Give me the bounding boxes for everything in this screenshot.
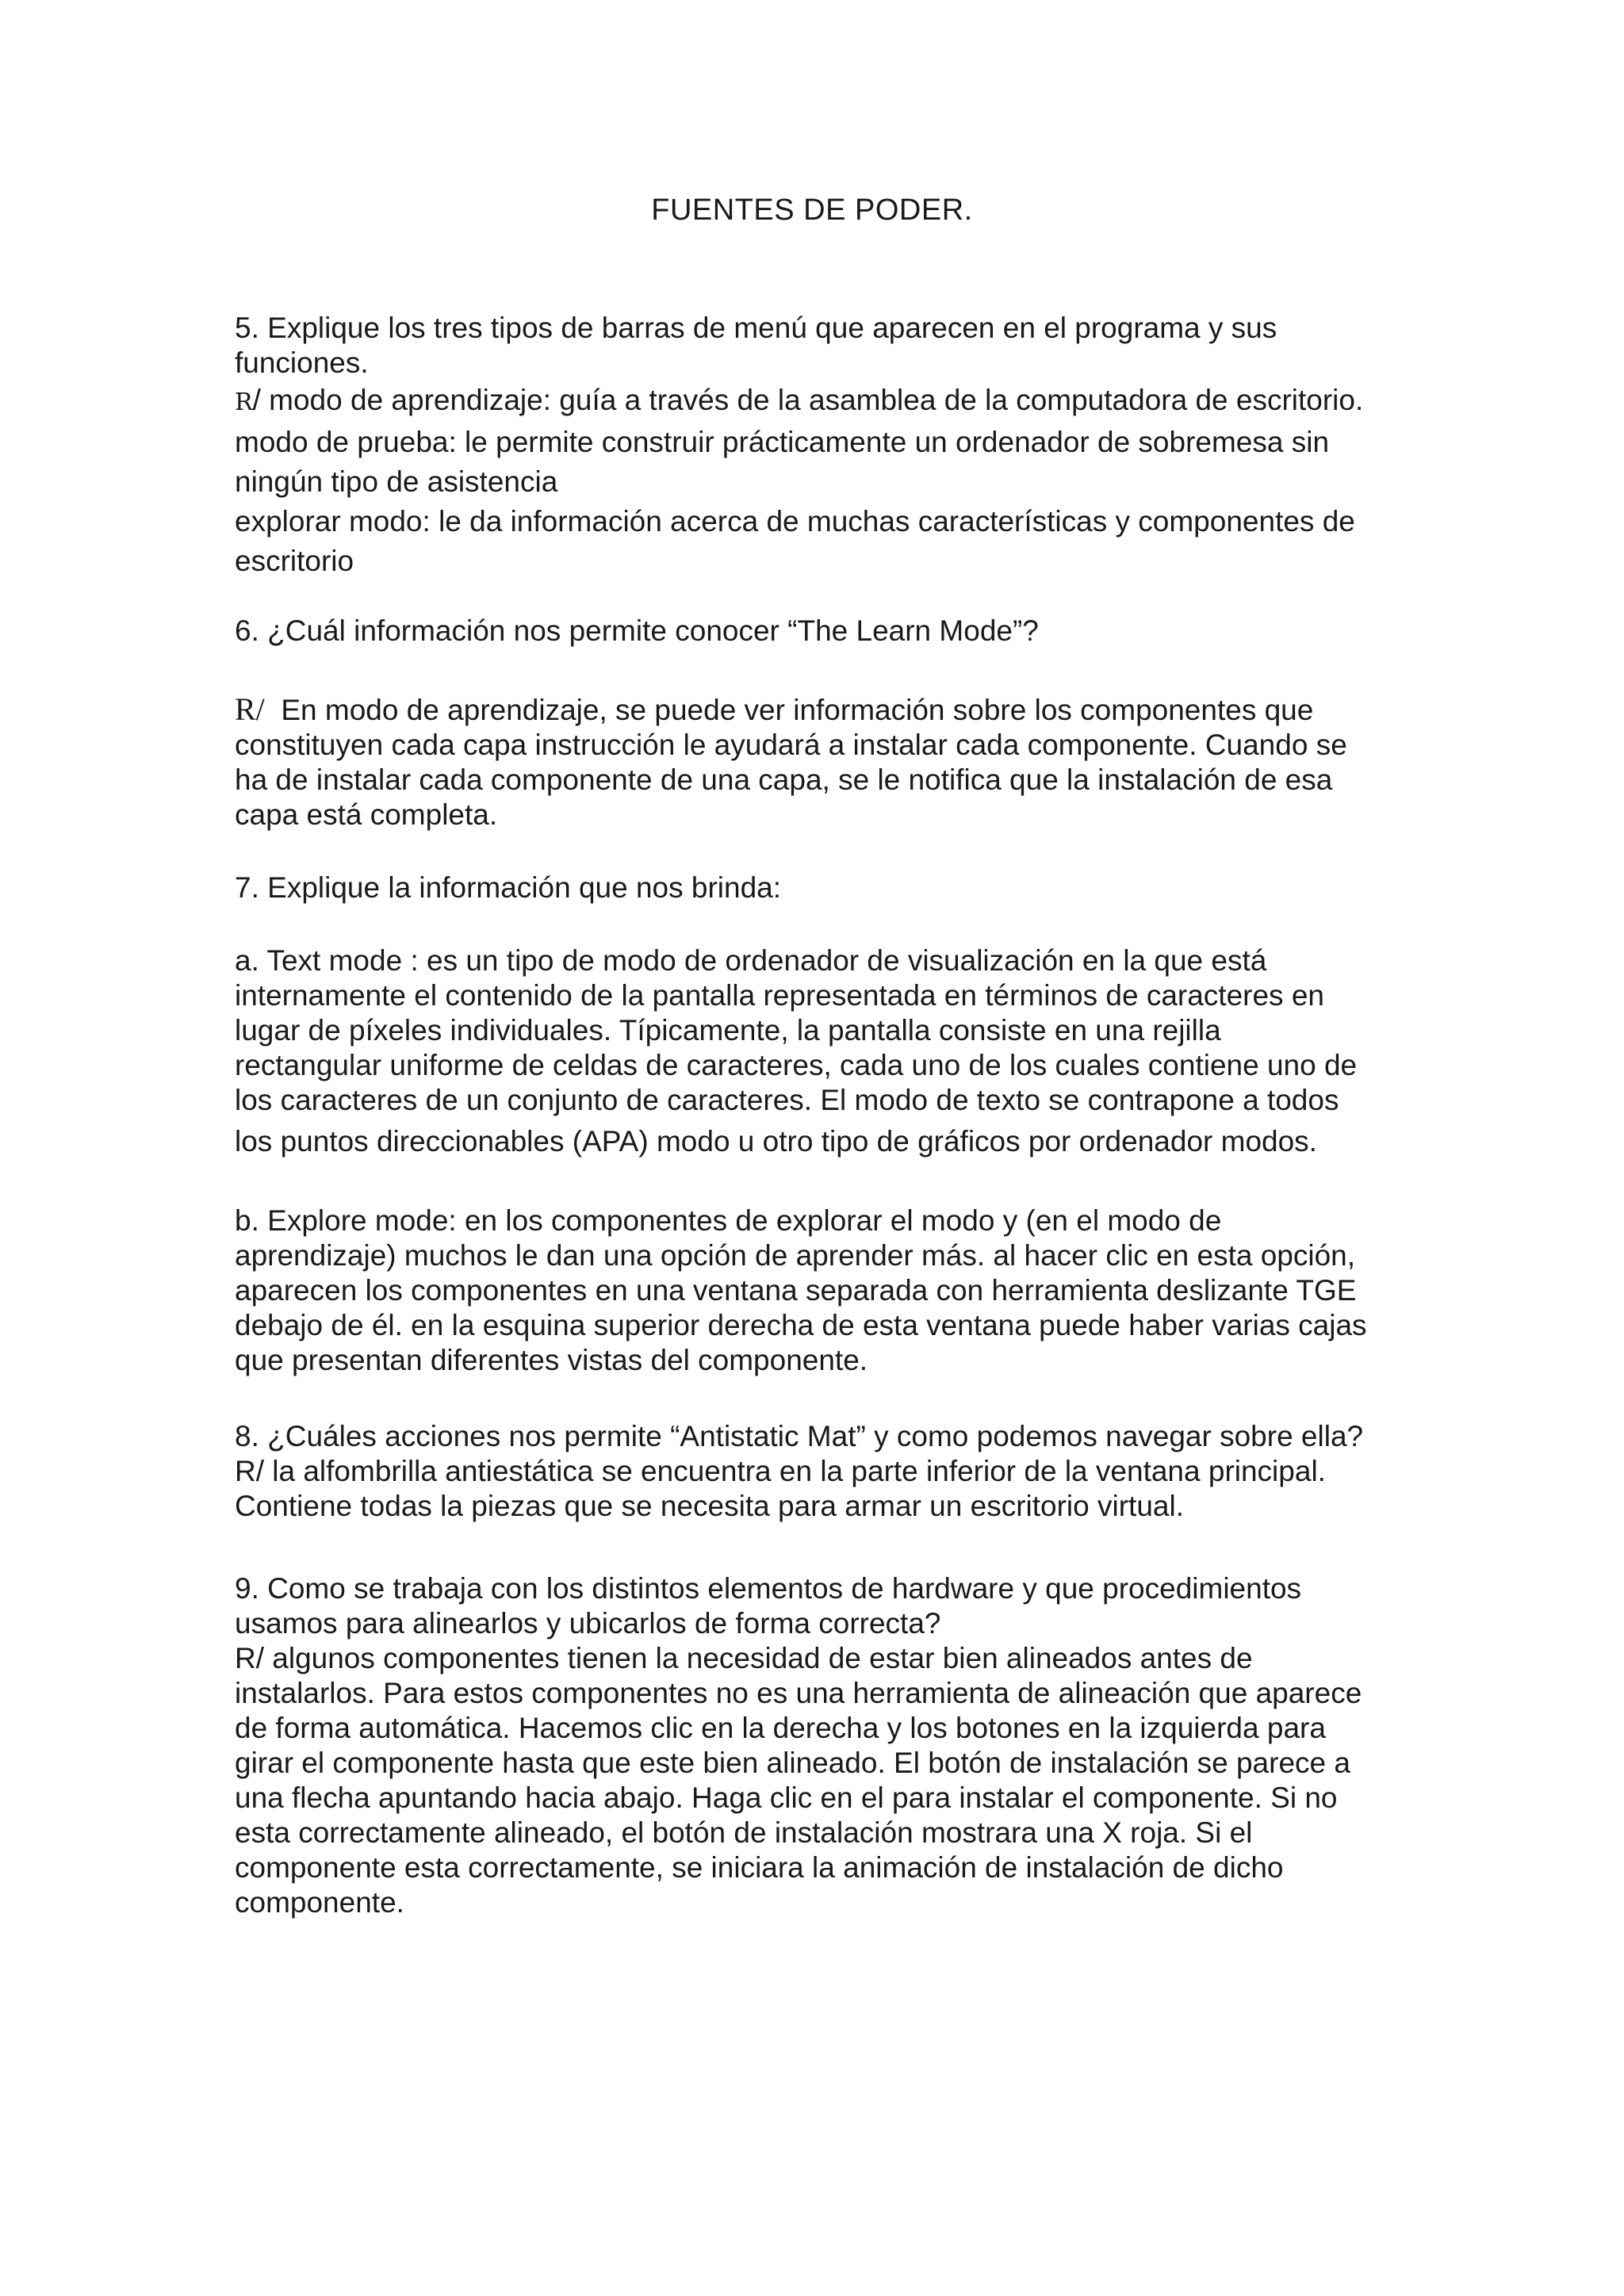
- answer-6-line-1-text: En modo de aprendizaje, se puede ver información sobre los componentes que: [264, 694, 1314, 726]
- answer-6-prefix: R/: [235, 691, 265, 727]
- question-8-text: 8. ¿Cuáles acciones nos permite “Antistatic Mat” y como podemos navegar sobre ella?: [235, 1420, 1364, 1452]
- answer-6-line-4: capa está completa.: [235, 798, 498, 831]
- answer-7b-line-5: que presentan diferentes vistas del componente.: [235, 1344, 868, 1376]
- answer-9-line-2: instalarlos. Para estos componentes no es una herramienta de alineación que aparece: [235, 1677, 1362, 1709]
- answer-9-line-7: componente esta correctamente, se iniciara la animación de instalación de dicho: [235, 1851, 1284, 1884]
- answer-7a-line-5: los caracteres de un conjunto de caracteres. El modo de texto se contrapone a todos: [235, 1084, 1339, 1116]
- answer-7b-line-3: aparecen los componentes en una ventana separada con herramienta deslizante TGE: [235, 1274, 1357, 1307]
- answer-6-line-3: ha de instalar cada componente de una capa, se le notifica que la instalación de esa: [235, 763, 1333, 796]
- answer-7b-line-1: b. Explore mode: en los componentes de explorar el modo y (en el modo de: [235, 1204, 1222, 1237]
- answer-9-line-5: una flecha apuntando hacia abajo. Haga clic en el para instalar el componente. Si no: [235, 1781, 1338, 1814]
- question-6-text: 6. ¿Cuál información nos permite conocer “The Learn Mode”?: [235, 614, 1039, 647]
- answer-7a-line-6: los puntos direccionables (APA) modo u otro tipo de gráficos por ordenador modos.: [235, 1125, 1317, 1158]
- question-6-block: [235, 614, 1408, 649]
- answer-9-line-8: componente.: [235, 1886, 404, 1919]
- page-title: FUENTES DE PODER.: [651, 193, 973, 227]
- answer-7b-line-2: aprendizaje) muchos le dan una opción de aprender más. al hacer clic en esta opción,: [235, 1239, 1356, 1272]
- answer-9-line-6: esta correctamente alineado, el botón de instalación mostrara una X roja. Si el: [235, 1816, 1253, 1849]
- answer-8-line-2: Contiene todas la piezas que se necesita para armar un escritorio virtual.: [235, 1490, 1184, 1522]
- answer-5-line-5: escritorio: [235, 545, 354, 577]
- question-5-block: [235, 311, 1408, 381]
- answer-7b-block: [235, 1203, 1408, 1378]
- answer-5-prefix: R: [235, 388, 253, 416]
- answer-7a-line-1: a. Text mode : es un tipo de modo de ordenador de visualización en la que está: [235, 944, 1267, 977]
- answer-7a-line-3: lugar de píxeles individuales. Típicamente, la pantalla consiste en una rejilla: [235, 1014, 1221, 1047]
- question-5-line-2: funciones.: [235, 346, 369, 379]
- question-8-block: [235, 1419, 1408, 1524]
- answer-5-line-1: [235, 381, 1408, 423]
- answer-9-line-1: R/ algunos componentes tienen la necesidad de estar bien alineados antes de: [235, 1642, 1253, 1674]
- answer-5-line-4: explorar modo: le da información acerca de muchas características y componentes de: [235, 505, 1355, 538]
- answer-7a-block: [235, 943, 1408, 1159]
- answer-5-line-2: modo de prueba: le permite construir prácticamente un ordenador de sobremesa sin: [235, 426, 1330, 458]
- question-9-line-1: 9. Como se trabaja con los distintos elementos de hardware y que procedimientos: [235, 1572, 1302, 1605]
- answer-7a-line-4: rectangular uniforme de celdas de caracteres, cada uno de los cuales contiene uno de: [235, 1049, 1358, 1081]
- answer-6-line-2: constituyen cada capa instrucción le ayudará a instalar cada componente. Cuando se: [235, 729, 1347, 761]
- question-7-block: [235, 871, 1408, 905]
- answer-6-line-1: [235, 692, 1408, 728]
- answer-5-line-1-text: / modo de aprendizaje: guía a través de la asamblea de la computadora de escritorio.: [252, 384, 1364, 416]
- answer-8-line-1: R/ la alfombrilla antiestática se encuentra en la parte inferior de la ventana principal.: [235, 1455, 1326, 1487]
- question-7-text: 7. Explique la información que nos brinda:: [235, 871, 782, 904]
- answer-7a-line-2: internamente el contenido de la pantalla representada en términos de caracteres en: [235, 979, 1324, 1012]
- answer-5-block: [235, 381, 1408, 581]
- answer-9-line-3: de forma automática. Hacemos clic en la derecha y los botones en la izquierda para: [235, 1712, 1326, 1744]
- answer-5-line-3: ningún tipo de asistencia: [235, 465, 558, 498]
- answer-7b-line-4: debajo de él. en la esquina superior derecha de esta ventana puede haber varias cajas: [235, 1309, 1367, 1341]
- question-9-line-2: usamos para alinearlos y ubicarlos de forma correcta?: [235, 1607, 941, 1640]
- question-9-block: [235, 1571, 1408, 1920]
- question-5-line-1: 5. Explique los tres tipos de barras de menú que aparecen en el programa y sus: [235, 312, 1277, 344]
- answer-9-line-4: girar el componente hasta que este bien alineado. El botón de instalación se parece a: [235, 1747, 1350, 1779]
- answer-6-block: [235, 692, 1408, 832]
